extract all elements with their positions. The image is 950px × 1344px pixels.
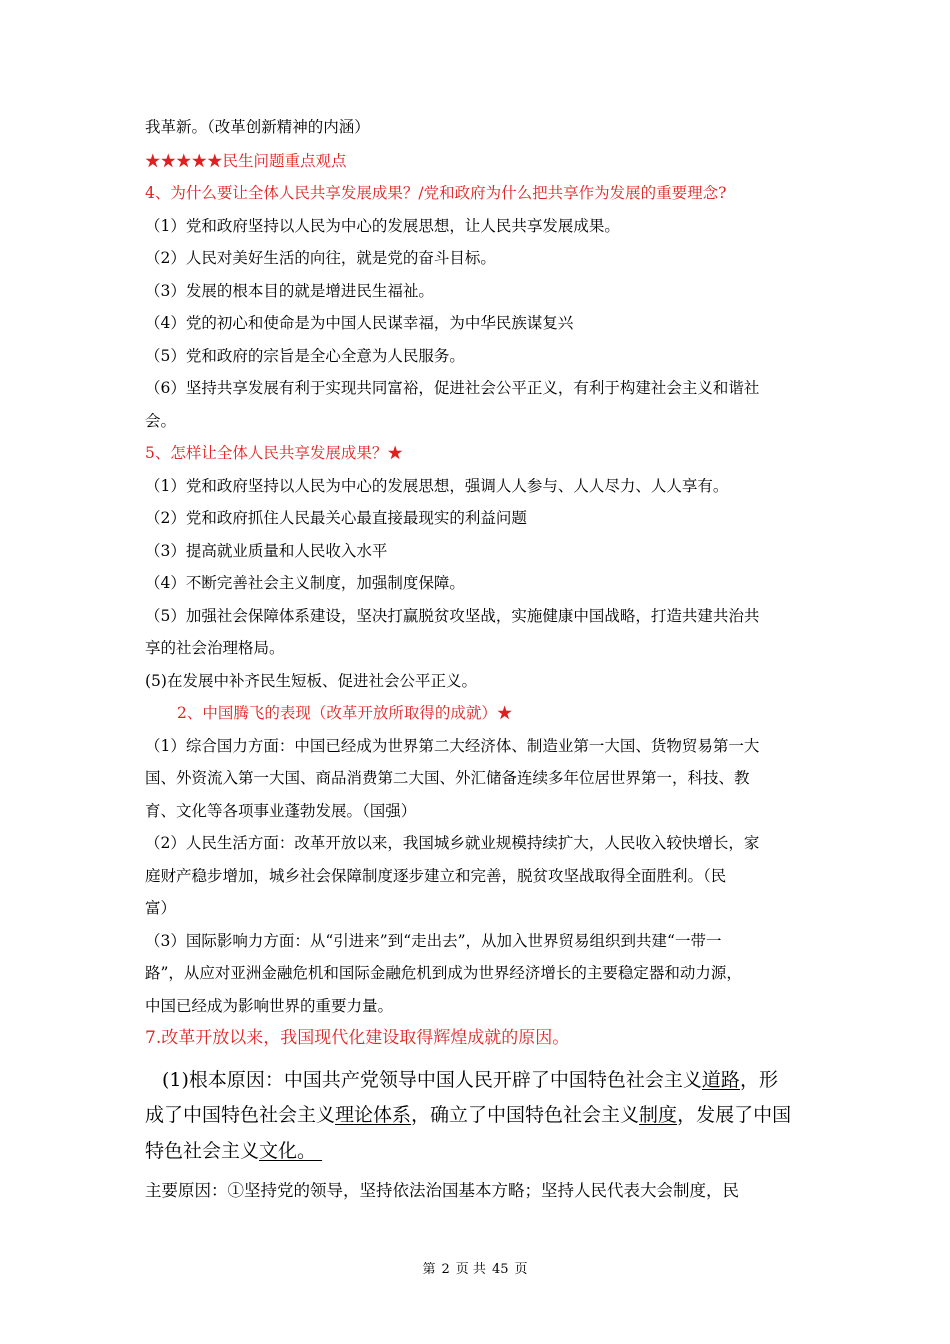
q4-item: （2）人民对美好生活的向往，就是党的奋斗目标。 xyxy=(145,249,496,267)
root-text: ，形 xyxy=(739,1069,778,1091)
page-footer xyxy=(0,1258,950,1277)
underlined-term: 制度 xyxy=(639,1104,678,1126)
q5-item: （2）党和政府抓住人民最关心最直接最现实的利益问题 xyxy=(145,509,527,527)
main-reason-line: 主要原因：①坚持党的领导，坚持依法治国基本方略；坚持人民代表大会制度，民 xyxy=(145,1181,739,1200)
q2-item: （3）国际影响力方面：从“引进来”到“走出去”，从加入世界贸易组织到共建“一带一 xyxy=(145,932,722,950)
q5-item: （1）党和政府坚持以人民为中心的发展思想，强调人人参与、人人尽力、人人享有。 xyxy=(145,477,729,495)
q5-item: 享的社会治理格局。 xyxy=(145,639,285,657)
underlined-term: 道路 xyxy=(701,1069,740,1091)
continuation-line: 我革新。（改革创新精神的内涵） xyxy=(145,118,370,136)
section-heading-star: ★★★★★民生问题重点观点 xyxy=(145,152,347,170)
q5-item: （3）提高就业质量和人民收入水平 xyxy=(145,542,388,560)
q2-item: （2）人民生活方面：改革开放以来，我国城乡就业规模持续扩大，人民收入较快增长，家 xyxy=(145,834,760,852)
underlined-term: 理论体系 xyxy=(335,1104,412,1126)
q2-item: 路”，从应对亚洲金融危机和国际金融危机到成为世界经济增长的主要稳定器和动力源， xyxy=(145,964,742,982)
root-reason-line-2 xyxy=(145,1103,791,1127)
q4-item: 会。 xyxy=(145,412,177,430)
q2-item: 国、外资流入第一大国、商品消费第二大国、外汇储备连续多年位居世界第一，科技、教 xyxy=(145,769,750,787)
q2-item: 中国已经成为影响世界的重要力量。 xyxy=(145,997,394,1015)
footer-mid: 页 共 xyxy=(455,1262,486,1277)
q2-item: 庭财产稳步增加，城乡社会保障制度逐步建立和完善，脱贫攻坚战取得全面胜利。（民 xyxy=(145,867,727,885)
root-text: ，发展了中国 xyxy=(677,1104,792,1126)
footer-prefix: 第 xyxy=(422,1262,436,1277)
q5-item: (5)在发展中补齐民生短板、促进社会公平正义。 xyxy=(145,672,477,690)
root-reason-line-3 xyxy=(145,1139,322,1163)
q4-item: （1）党和政府坚持以人民为中心的发展思想，让人民共享发展成果。 xyxy=(145,217,620,235)
question-5-title: 5、怎样让全体人民共享发展成果？★ xyxy=(145,444,403,462)
q4-item: （5）党和政府的宗旨是全心全意为人民服务。 xyxy=(145,347,465,365)
root-text: ，确立了中国特色社会主义 xyxy=(411,1104,640,1126)
root-text: 成了中国特色社会主义 xyxy=(145,1104,336,1126)
root-text: 特色社会主义 xyxy=(145,1140,260,1162)
question-2-title: 2、中国腾飞的表现（改革开放所取得的成就）★ xyxy=(177,704,513,722)
root-reason-line-1 xyxy=(162,1068,778,1092)
footer-suffix: 页 xyxy=(514,1262,528,1277)
q5-item: （5）加强社会保障体系建设，坚决打赢脱贫攻坚战，实施健康中国战略，打造共建共治共 xyxy=(145,607,760,625)
footer-total-pages: 45 xyxy=(491,1262,509,1277)
footer-page-number: 2 xyxy=(441,1262,450,1277)
q5-item: （4）不断完善社会主义制度，加强制度保障。 xyxy=(145,574,465,592)
question-4-title: 4、为什么要让全体人民共享发展成果？/党和政府为什么把共享作为发展的重要理念? xyxy=(145,184,727,202)
q4-item: （6）坚持共享发展有利于实现共同富裕，促进社会公平正义，有利于构建社会主义和谐社 xyxy=(145,379,760,397)
q2-item: 富） xyxy=(145,899,177,917)
root-text: (1)根本原因：中国共产党领导中国人民开辟了中国特色社会主义 xyxy=(162,1069,702,1091)
q4-item: （4）党的初心和使命是为中国人民谋幸福，为中华民族谋复兴 xyxy=(145,314,574,332)
q4-item: （3）发展的根本目的就是增进民生福祉。 xyxy=(145,282,434,300)
underlined-term: 文化。 xyxy=(259,1140,317,1162)
q2-item: （1）综合国力方面：中国已经成为世界第二大经济体、制造业第一大国、货物贸易第一大 xyxy=(145,737,760,755)
question-7-title: 7.改革开放以来，我国现代化建设取得辉煌成就的原因。 xyxy=(145,1028,570,1048)
q2-item: 育、文化等各项事业蓬勃发展。（国强） xyxy=(145,802,417,820)
